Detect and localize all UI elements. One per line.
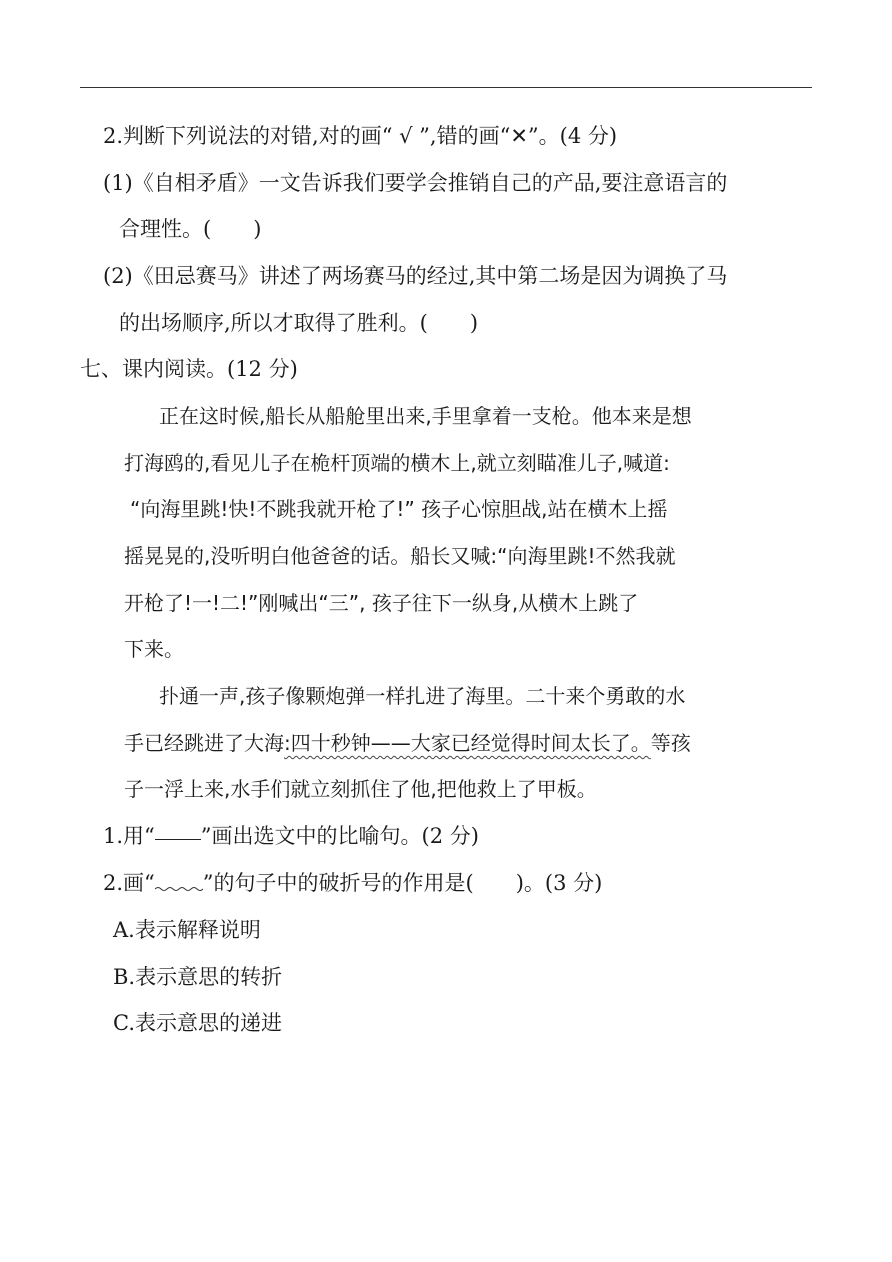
passage-p2-line-3: 子一浮上来,水手们就立刻抓住了他,把他救上了甲板。 [124,777,597,801]
judge-item-2-line-2: 的出场顺序,所以才取得了胜利。( ) [119,311,479,335]
passage-p2-line-2 [124,728,691,758]
straight-underline-sample [155,838,201,840]
header-rule [80,87,812,88]
judge-item-2-line-1: (2)《田忌赛马》讲述了两场赛马的经过,其中第二场是因为调换了马 [103,264,728,288]
passage-p1-line-1: 正在这时候,船长从船舱里出来,手里拿着一支枪。他本来是想 [159,404,692,428]
judge-item-1-line-1: (1)《自相矛盾》一文告诉我们要学会推销自己的产品,要注意语言的 [103,171,728,195]
option-a: A.表示解释说明 [113,918,261,942]
sub-question-1: 1.用“ ”画出选文中的比喻句。(2 分) [103,824,479,848]
judge-question-title: 2.判断下列说法的对错,对的画“ √ ”,错的画“✕”。(4 分) [103,124,618,148]
wavy-underlined-sentence: :四十秒钟——大家已经觉得时间太长了。 [284,731,651,755]
wavy-underline-sample [155,882,203,892]
passage-p1-line-6: 下来。 [124,637,184,661]
passage-p2-line-1: 扑通一声,孩子像颗炮弹一样扎进了海里。二十来个勇敢的水 [159,684,686,708]
passage-p1-line-2: 打海鸥的,看见儿子在桅杆顶端的横木上,就立刻瞄准儿子,喊道: [124,451,670,475]
passage-p1-line-3: “向海里跳!快!不跳我就开枪了!” 孩子心惊胆战,站在横木上摇 [130,497,668,521]
judge-item-1-line-2: 合理性。( ) [119,217,262,241]
passage-p1-line-4: 摇晃晃的,没听明白他爸爸的话。船长又喊:“向海里跳!不然我就 [124,544,676,568]
passage-p1-line-5: 开枪了!一!二!”刚喊出“三”, 孩子往下一纵身,从横木上跳了 [124,591,639,615]
option-c: C.表示意思的递进 [113,1011,282,1035]
passage-p2-line-2-pre: 手已经跳进了大海 [124,731,284,755]
sub-question-2: 2.画“ ”的句子中的破折号的作用是( )。(3 分) [103,871,603,895]
passage-p2-line-2-post: 等孩 [650,731,691,755]
section-7-heading: 七、课内阅读。(12 分) [80,357,298,381]
option-b: B.表示意思的转折 [113,965,283,989]
